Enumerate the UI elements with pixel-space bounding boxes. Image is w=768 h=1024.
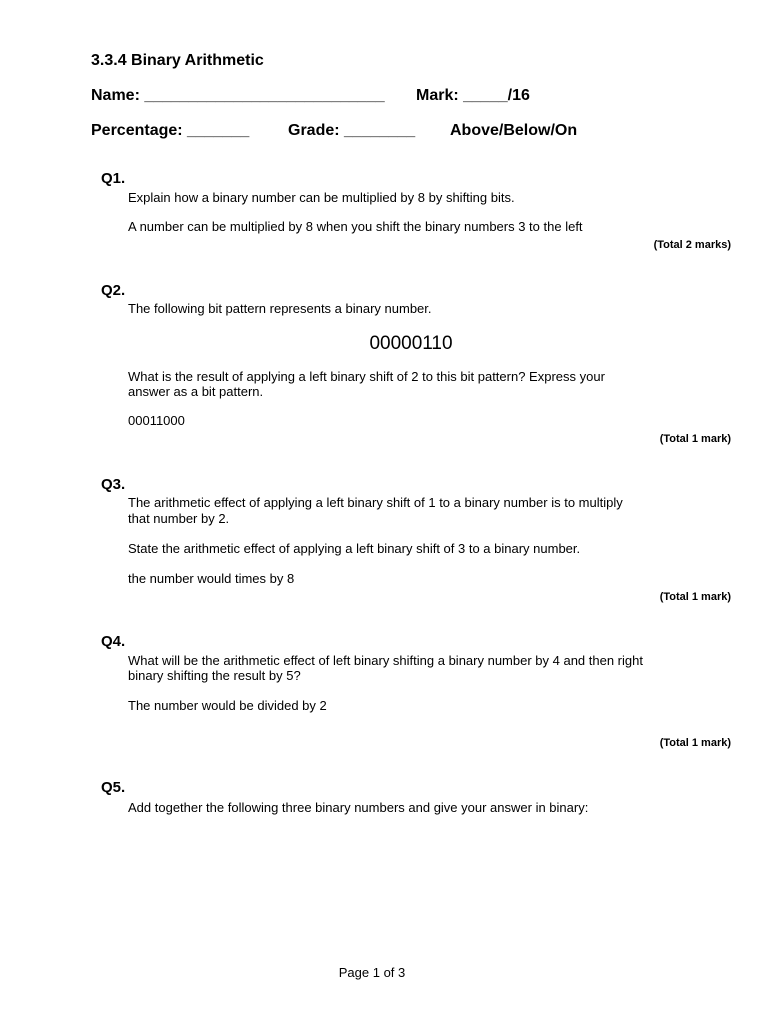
- q3-question: State the arithmetic effect of applying a left binary shift of 3 to a binary number.: [128, 541, 581, 556]
- q3-marks: (Total 1 mark): [659, 591, 731, 603]
- worksheet-title: 3.3.4 Binary Arithmetic: [91, 52, 264, 69]
- q2-prompt: The following bit pattern represents a binary number.: [128, 301, 432, 316]
- above-below-on-label: Above/Below/On: [450, 122, 578, 139]
- page-number: Page 1 of 3: [338, 965, 406, 980]
- q4-marks: (Total 1 mark): [659, 737, 731, 749]
- q1-label: Q1.: [101, 170, 126, 187]
- q1-marks: (Total 2 marks): [653, 239, 731, 251]
- q2-label: Q2.: [101, 282, 126, 299]
- q4-answer: The number would be divided by 2: [128, 698, 327, 713]
- q2-question-line2: answer as a bit pattern.: [128, 384, 264, 399]
- q1-answer: A number can be multiplied by 8 when you shift the binary numbers 3 to the left: [128, 219, 583, 234]
- q2-bit-pattern: 00000110: [369, 333, 453, 354]
- q4-prompt-line2: binary shifting the result by 5?: [128, 668, 301, 683]
- q2-answer: 00011000: [128, 413, 185, 428]
- q5-prompt: Add together the following three binary numbers and give your answer in binary:: [128, 800, 589, 815]
- q3-answer: the number would times by 8: [128, 571, 295, 586]
- q3-label: Q3.: [101, 476, 126, 493]
- q5-label: Q5.: [101, 779, 126, 796]
- grade-field: Grade: ________: [288, 122, 416, 139]
- q3-prompt-line2: that number by 2.: [128, 511, 230, 526]
- q2-question-line1: What is the result of applying a left binary shift of 2 to this bit pattern? Express your: [128, 369, 605, 384]
- name-field: Name: ___________________________: [91, 87, 385, 104]
- q4-label: Q4.: [101, 633, 126, 650]
- q2-marks: (Total 1 mark): [659, 433, 731, 445]
- q1-prompt: Explain how a binary number can be multiplied by 8 by shifting bits.: [128, 190, 515, 205]
- q3-prompt-line1: The arithmetic effect of applying a left binary shift of 1 to a binary number is to multiply: [128, 495, 623, 510]
- q4-prompt-line1: What will be the arithmetic effect of left binary shifting a binary number by 4 and then right: [128, 653, 643, 668]
- percentage-field: Percentage: _______: [91, 122, 250, 139]
- mark-field: Mark: _____/16: [416, 87, 530, 104]
